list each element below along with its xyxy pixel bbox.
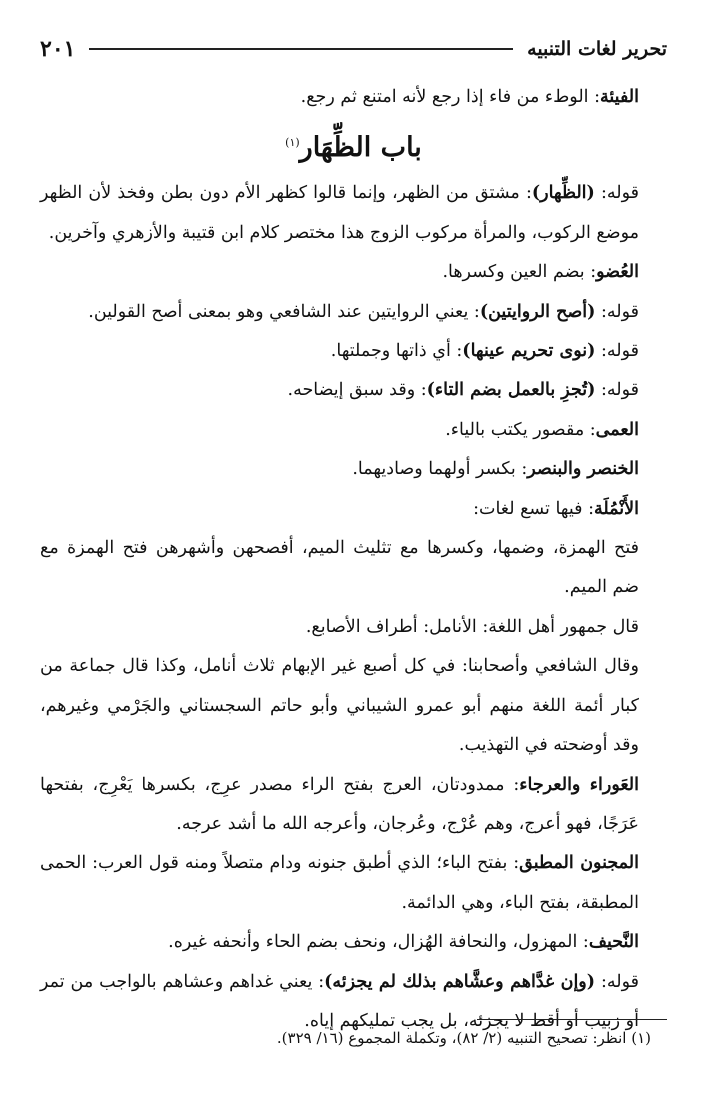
- entry-text: : المهزول، والنحافة الهُزال، ونحف بضم الحاء وأنحفه غيره.: [168, 932, 589, 953]
- entry-ama: [40, 411, 667, 450]
- running-title: تحرير لغات التنبيه: [527, 38, 667, 60]
- footnote-rule: [477, 1019, 667, 1020]
- entry-text: : فيها تسع لغات:: [473, 498, 594, 519]
- entry-anmula: [40, 490, 667, 529]
- entry-prefix: قوله:: [594, 183, 639, 204]
- entry-text: : بضم العين وكسرها.: [442, 262, 597, 283]
- page-number: ٢٠١: [40, 36, 76, 62]
- entry-term: الأَنْمُلَة: [593, 498, 639, 519]
- entry-text: : يعني غداهم وعشاهم بالواجب من تمر أو زبيب أو أقط لا يجزئه، بل يجب تمليكهم إياه.: [40, 971, 639, 1031]
- paragraph-shafii: وقال الشافعي وأصحابنا: في كل أصبع غير الإبهام ثلاث أنامل، وكذا قال جماعة من كبار أئمة اللغة منهم أبو عمرو الشيباني وأبو حاتم السجستاني والجَرْمي وغيرهم، وقد أوضحته في التهذيب.: [40, 656, 639, 756]
- entry-awra: [40, 766, 667, 845]
- entry-text: : مشتق من الظهر، وإنما قالوا كظهر الأم دون بطن وفخذ لأن الظهر موضع الركوب، والمرأة مركوب الزوج هذا مختصر كلام ابن قتيبة والأزهري وآخرين.: [40, 183, 639, 243]
- entry-term: (وإن غدَّاهم وعشَّاهم بذلك لم يجزئه): [324, 971, 596, 992]
- entry-prefix: قوله:: [595, 971, 639, 992]
- paragraph-jumhur: قال جمهور أهل اللغة: الأنامل: أطراف الأصابع.: [305, 616, 639, 637]
- entry-term: الفيئة: [600, 87, 639, 107]
- footnote-marker: (١): [285, 136, 300, 150]
- paragraph-anmula-detail: فتح الهمزة، وضمها، وكسرها مع تثليث الميم، أفصحهن وأشهرهن فتح الهمزة مع ضم الميم.: [40, 538, 639, 598]
- entry-majnun: [40, 844, 667, 923]
- entry-prefix: قوله:: [595, 380, 639, 401]
- entry-text: : ممدودتان، العرج بفتح الراء مصدر عرِج، بكسرها يَعْرِج، بفتحها عَرَجًا، فهو أعرج، وهم عُرْج، وعُرجان، وأعرجه الله ما أشد عرجه.: [40, 774, 639, 834]
- footnote: (١) انظر: تصحيح التنبيه (٢/ ٨٢)، وتكملة المجموع (١٦/ ٣٢٩).: [276, 1029, 651, 1047]
- entry-tujzi: [40, 371, 667, 410]
- entry-prefix: قوله:: [595, 341, 639, 362]
- entry-term: العَوراء والعرجاء: [519, 774, 639, 795]
- entry-term: (نوى تحريم عينها): [462, 341, 596, 362]
- entry-text: : وقد سبق إيضاحه.: [287, 380, 427, 401]
- page-body: [40, 78, 667, 1041]
- entry-text: : بفتح الباء؛ الذي أطبق جنونه ودام متصلاً ومنه قول العرب: الحمى المطبقة، بفتح الباء، وهي الدائمة.: [40, 853, 639, 913]
- entry-nawa: [40, 332, 667, 371]
- entry-udw: [40, 253, 667, 292]
- chapter-heading: [40, 117, 667, 174]
- entry-term: (الظِّهار): [531, 183, 595, 204]
- entry-term: (تُجزِ بالعمل بضم التاء): [426, 380, 596, 401]
- entry-asahh: [40, 293, 667, 332]
- entry-term: الخنصر والبنصر: [527, 459, 639, 480]
- entry-prefix: قوله:: [595, 301, 639, 322]
- entry-term: العُضو: [596, 262, 639, 283]
- entry-text: : مقصور يكتب بالياء.: [445, 419, 596, 440]
- header-rule: [89, 48, 513, 50]
- entry-text: : يعني الروايتين عند الشافعي وهو بمعنى أصح القولين.: [88, 301, 480, 322]
- entry-term: النَّحيف: [588, 932, 639, 953]
- page-header: [40, 32, 667, 66]
- entry-term: (أصح الروايتين): [479, 301, 596, 322]
- entry-nahif: [40, 923, 667, 962]
- chapter-title: باب الظِّهَار: [299, 132, 422, 164]
- entry-fiah: [40, 78, 667, 117]
- entry-text: : الوطء من فاء إذا رجع لأنه امتنع ثم رجع.: [300, 87, 600, 107]
- entry-khinsir: [40, 450, 667, 489]
- entry-text: : أي ذاتها وجملتها.: [330, 341, 463, 362]
- entry-term: العمى: [595, 419, 639, 440]
- entry-term: المجنون المطبق: [519, 853, 639, 874]
- entry-zihar: [40, 174, 667, 253]
- entry-text: : بكسر أولهما وصاديهما.: [352, 459, 528, 480]
